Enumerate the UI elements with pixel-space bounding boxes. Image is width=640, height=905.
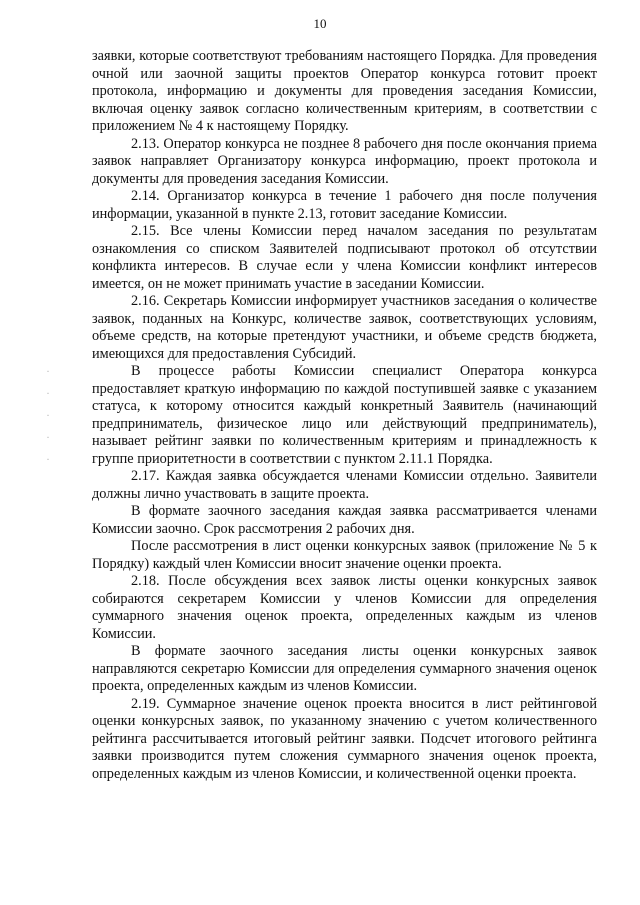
paragraph: 2.13. Оператор конкурса не позднее 8 рабочего дня после окончания приема заявок направляет Организатору конкурса информацию, проект протокола и документы для проведения заседания Комиссии. <box>92 135 597 187</box>
paragraph: 2.19. Суммарное значение оценок проекта вносится в лист рейтинговой оценки конкурсных заявок, по указанному значению с учетом количественного рейтинга рассчитывается итоговый рейтинг заявки. Подсчет итогового рейтинга заявки производится путем сложения суммарного значения оценок проекта, определенных каждым из членов Комиссии, и количественной оценки проекта. <box>92 695 597 782</box>
document-body <box>92 48 597 783</box>
paragraph: 2.18. После обсуждения всех заявок листы оценки конкурсных заявок собираются секретарем Комиссии у членов Комиссии для определения суммарного значения оценок проекта, определенных каждым из членов Комиссии. <box>92 573 597 642</box>
paragraph: 2.14. Организатор конкурса в течение 1 рабочего дня после получения информации, указанной в пункте 2.13, готовит заседание Комиссии. <box>92 188 597 222</box>
paragraph: В процессе работы Комиссии специалист Оператора конкурса предоставляет краткую информацию по каждой поступившей заявке с указанием статуса, к которому относится каждый конкретный Заявитель (начинающий предприниматель, физическое лицо или действующий предприниматель), называет рейтинг заявки по количественным критериям и принадлежность к группе приоритетности в соответствии с пунктом 2.11.1 Порядка. <box>92 363 597 467</box>
paragraph: заявки, которые соответствуют требованиям настоящего Порядка. Для проведения очной или заочной защиты проектов Оператор конкурса готовит проект протокола, информацию и документы для проведения заседания Комиссии, включая оценку заявок согласно количественным критериям, в соответствии с приложением № 4 к настоящему Порядку. <box>92 48 597 134</box>
page-number: 10 <box>313 16 327 31</box>
paragraph: 2.16. Секретарь Комиссии информирует участников заседания о количестве заявок, поданных на Конкурс, количестве заявок, соответствующих условиям, объеме средств, на которые претендуют участники, и объеме средств бюджета, имеющихся для предоставления Субсидий. <box>92 293 597 362</box>
paragraph: После рассмотрения в лист оценки конкурсных заявок (приложение № 5 к Порядку) каждый член Комиссии вносит значение оценки проекта. <box>92 538 597 572</box>
margin-scan-marks: · · · · · <box>46 364 50 466</box>
paragraph: В формате заочного заседания листы оценки конкурсных заявок направляются секретарю Комиссии для определения суммарного значения оценок проекта, определенных каждым из членов Комиссии. <box>92 643 597 694</box>
paragraph: 2.15. Все члены Комиссии перед началом заседания по результатам ознакомления со списком Заявителей подписывают протокол об отсутствии конфликта интересов. В случае если у члена Комиссии конфликт интересов имеется, он не может принимать участие в заседании Комиссии. <box>92 223 597 292</box>
paragraph: 2.17. Каждая заявка обсуждается членами Комиссии отдельно. Заявители должны лично участвовать в защите проекта. <box>92 468 597 502</box>
paragraph: В формате заочного заседания каждая заявка рассматривается членами Комиссии заочно. Срок рассмотрения 2 рабочих дня. <box>92 503 597 537</box>
